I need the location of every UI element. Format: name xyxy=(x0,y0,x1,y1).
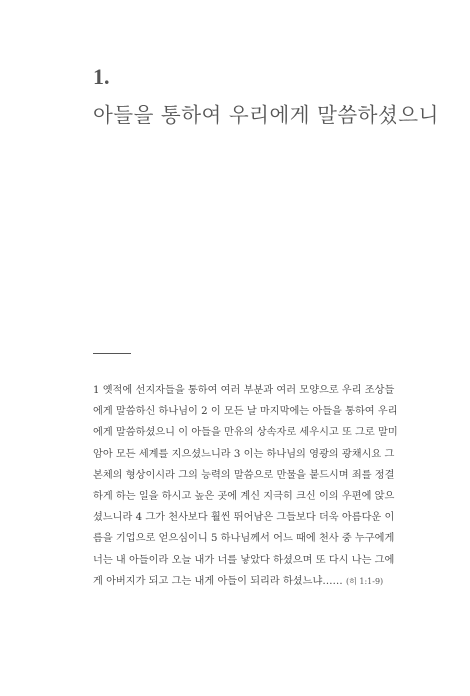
scripture-line: 하게 하는 일을 하시고 높은 곳에 계신 지극히 크신 이의 우편에 앉으 xyxy=(93,491,395,503)
scripture-reference: (히 1:1-9) xyxy=(345,576,384,586)
scripture-line: 너는 내 아들이라 오늘 내가 너를 낳았다 하셨으며 또 다시 나는 그에 xyxy=(93,554,395,566)
scripture-line: 1 옛적에 선지자들을 통하여 여러 부분과 여러 모양으로 우리 조상들 xyxy=(93,385,395,396)
section-divider xyxy=(93,353,131,354)
chapter-number: 1. xyxy=(93,64,110,89)
scripture-line: 본체의 형상이시라 그의 능력의 말씀으로 만물을 붙드시며 죄를 정결 xyxy=(93,469,395,481)
scripture-line-text: 게 아버지가 되고 그는 내게 아들이 되리라 하셨느냐…… xyxy=(93,575,343,587)
scripture-last-line xyxy=(93,571,384,592)
scripture-line: 셨느니라 4 그가 천사보다 훨씬 뛰어남은 그들보다 더욱 아름다운 이 xyxy=(93,512,395,524)
scripture-passage xyxy=(93,380,398,592)
scripture-line: 암아 모든 세계를 지으셨느니라 3 이는 하나님의 영광의 광채시요 그 xyxy=(93,448,395,460)
chapter-title: 아들을 통하여 우리에게 말씀하셨으니 xyxy=(93,103,439,127)
scripture-line: 에게 말씀하셨으니 이 아들을 만유의 상속자로 세우시고 또 그로 말미 xyxy=(93,427,398,439)
scripture-line: 에게 말씀하신 하나님이 2 이 모든 날 마지막에는 아들을 통하여 우리 xyxy=(93,406,398,418)
scripture-line: 름을 기업으로 얻으심이니 5 하나님께서 어느 때에 천사 중 누구에게 xyxy=(93,533,395,545)
